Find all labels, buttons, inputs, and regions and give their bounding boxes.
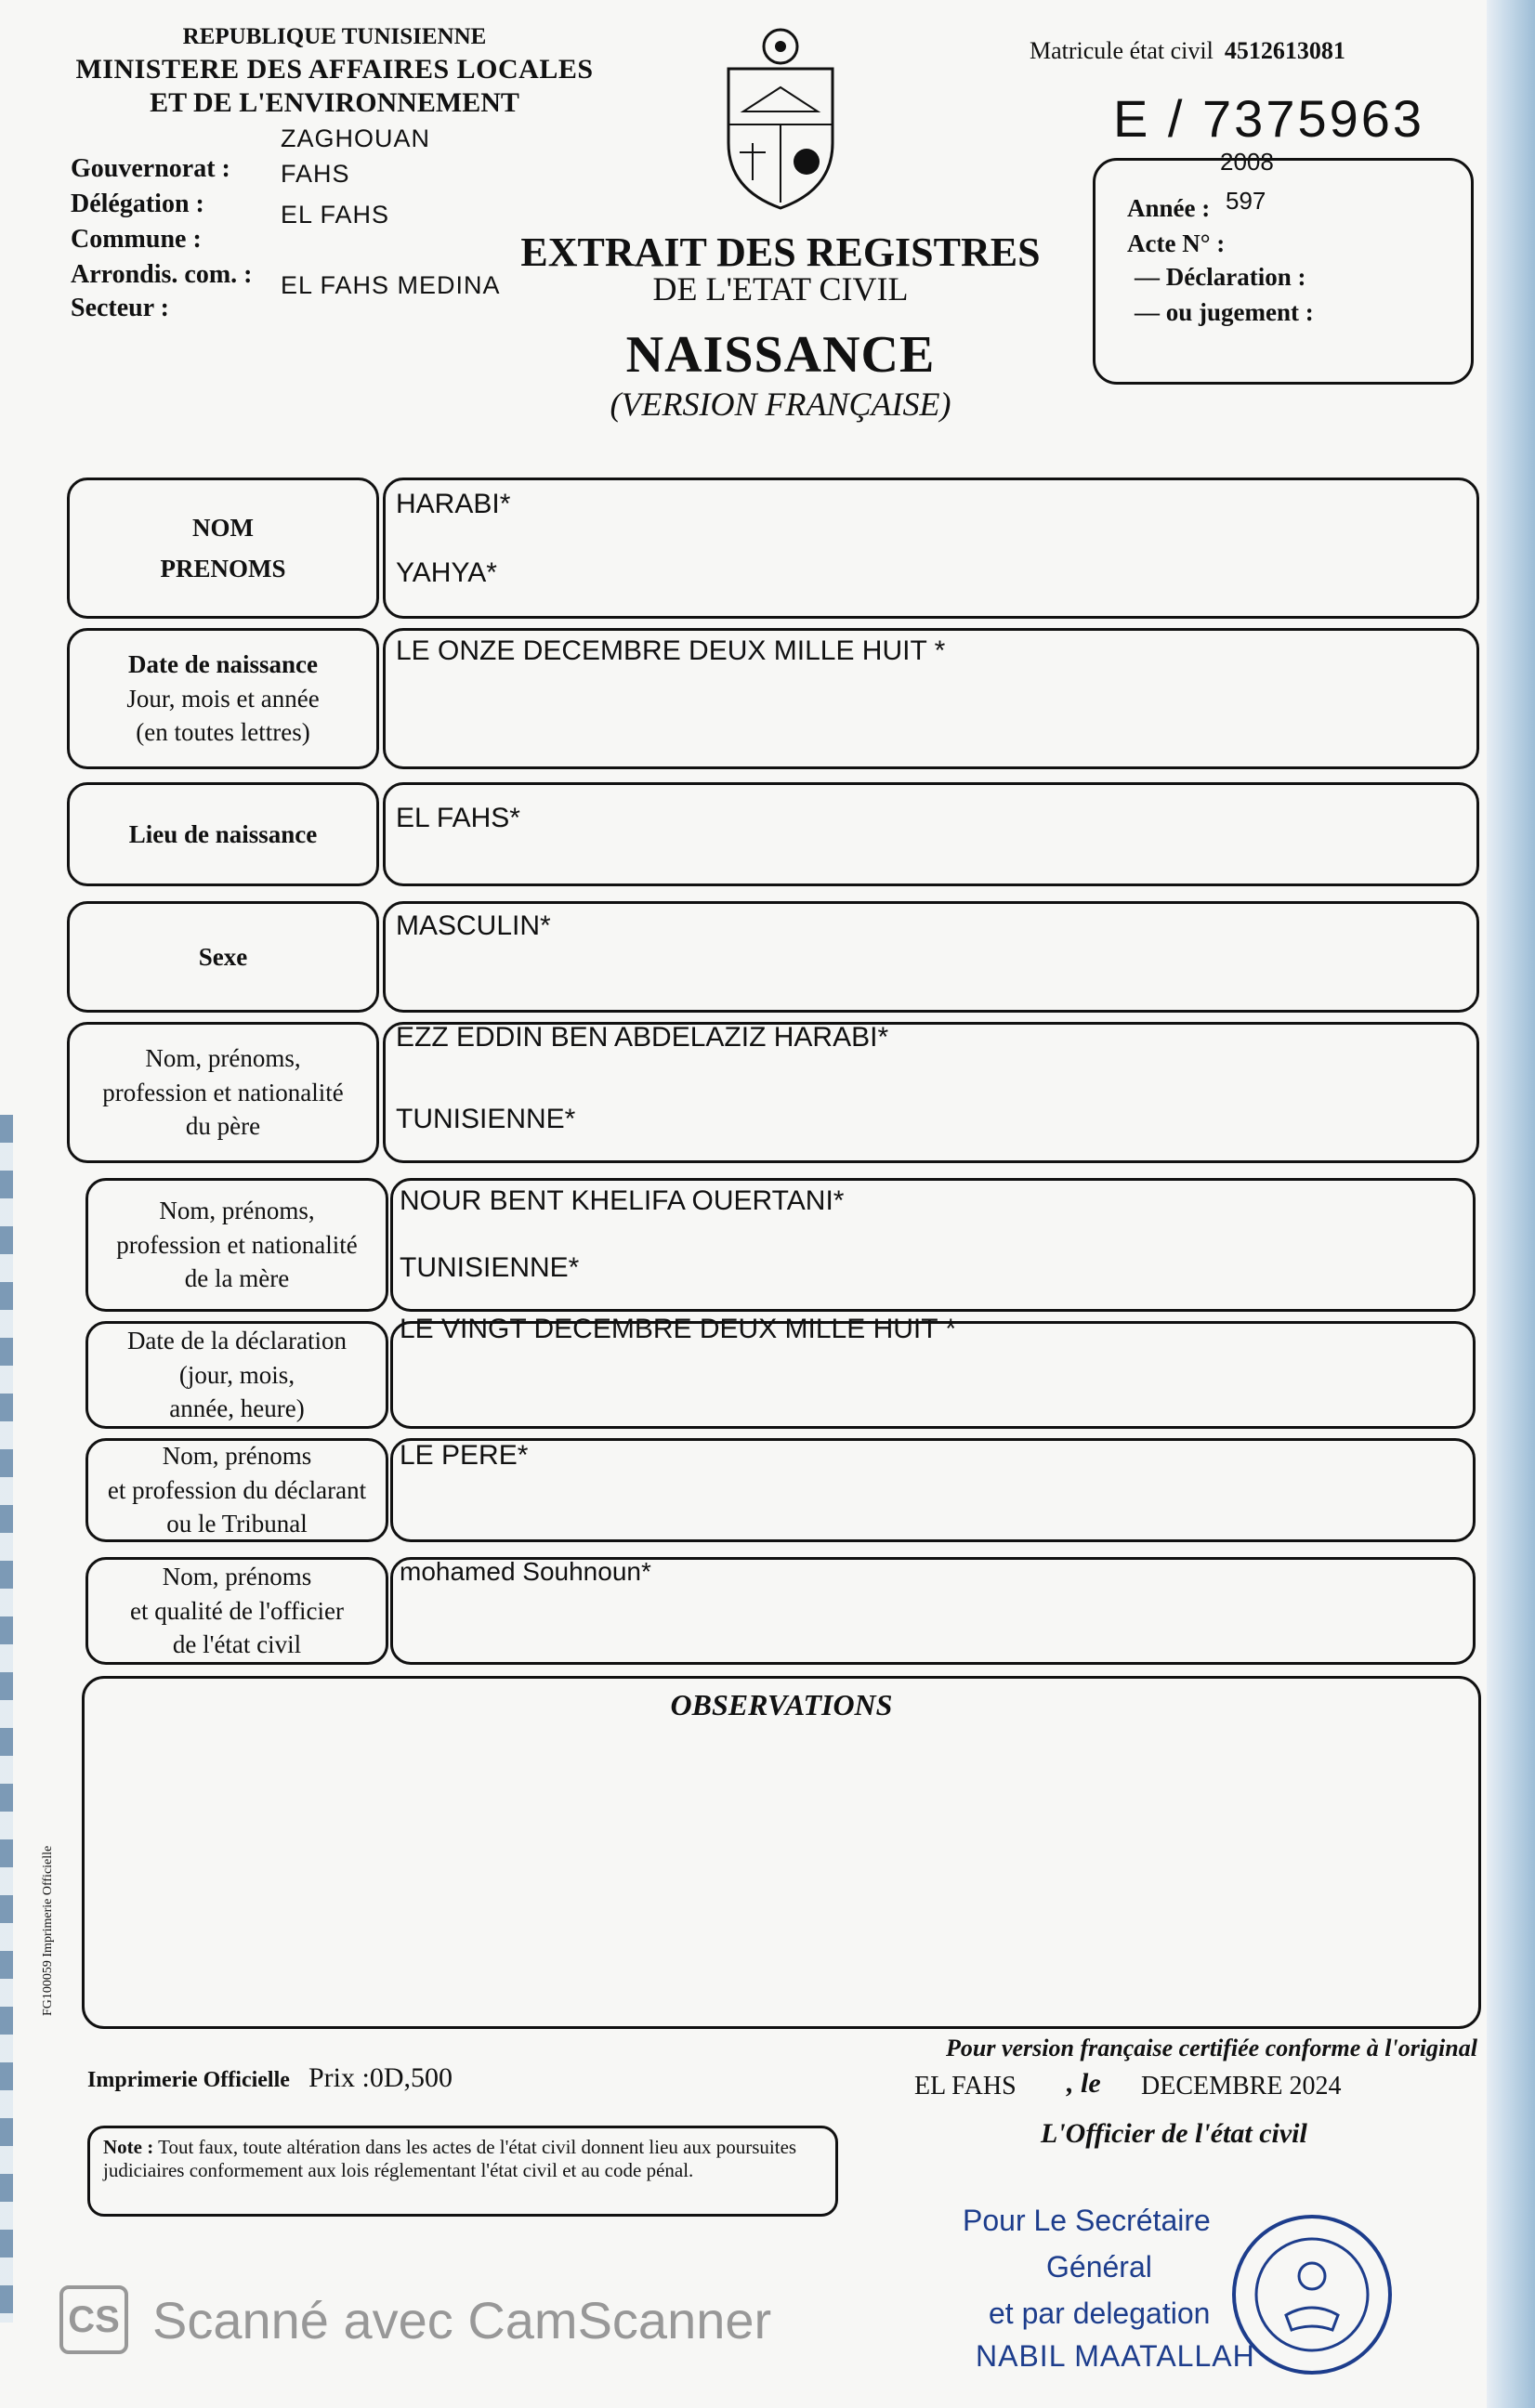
issue-le: , le: [1067, 2068, 1101, 2099]
note-label: Note :: [103, 2136, 154, 2158]
pere-label-3: du père: [185, 1112, 261, 1141]
mere-label-1: Nom, prénoms,: [159, 1197, 315, 1225]
camscanner-text: Scanné avec CamScanner: [152, 2290, 772, 2349]
row-nom-prenoms: [67, 478, 1479, 619]
acte-label: Acte N° :: [1127, 229, 1226, 257]
mere-label-3: de la mère: [184, 1264, 290, 1293]
ministry-line-1: MINISTERE DES AFFAIRES LOCALES: [75, 54, 594, 85]
sexe-label: Sexe: [198, 942, 248, 971]
stamp-line-3: et par delegation: [989, 2297, 1211, 2330]
note-text: Tout faux, toute altération dans les actes de l'état civil donnent lieu aux poursuites judiciaires conformement aux lois réglementant l'état civil et au code pénal.: [103, 2136, 797, 2182]
row-date-declaration: [85, 1314, 1476, 1429]
row-pere: [67, 1022, 1479, 1163]
document-title-version: (VERSION FRANÇAISE): [610, 386, 951, 423]
declaration-label: — Déclaration :: [1135, 263, 1306, 291]
annee-label: Année :: [1127, 194, 1211, 222]
certification-text: Pour version française certifiée conforme à l'original: [946, 2035, 1477, 2061]
matricule-value: 4512613081: [1224, 37, 1345, 64]
value-box: [390, 1438, 1476, 1542]
delegation-value: FAHS: [281, 160, 350, 188]
issue-place: EL FAHS: [914, 2072, 1017, 2100]
document-title-naissance: NAISSANCE: [625, 326, 936, 384]
matricule-label: Matricule état civil: [1030, 37, 1214, 64]
pere-label-1: Nom, prénoms,: [145, 1044, 301, 1073]
value-box: [383, 478, 1479, 619]
declarant-label-3: ou le Tribunal: [166, 1510, 308, 1538]
mere-nationality-value: TUNISIENNE*: [400, 1252, 580, 1283]
lieu-label: Lieu de naissance: [128, 819, 318, 848]
declarant-value: LE PERE*: [400, 1440, 529, 1471]
commune-value: EL FAHS: [281, 201, 390, 229]
date-naissance-sublabel-2: (en toutes lettres): [136, 718, 310, 747]
officier-value: mohamed Souhnoun*: [400, 1557, 651, 1586]
issue-date: DECEMBRE 2024: [1141, 2072, 1342, 2100]
row-date-naissance: [67, 628, 1479, 769]
stamp-line-1: Pour Le Secrétaire: [963, 2204, 1211, 2237]
label-box: [85, 1557, 388, 1665]
declarant-label-1: Nom, prénoms: [162, 1442, 312, 1471]
prenoms-value: YAHYA*: [396, 557, 497, 588]
label-box: [85, 1178, 388, 1312]
gouvernorat-value: ZAGHOUAN: [281, 124, 431, 152]
legal-note: [87, 2126, 838, 2217]
ministry-header: [74, 24, 595, 119]
nom-label: NOM: [192, 513, 254, 542]
year-value: 2008: [1220, 148, 1274, 176]
label-box: [67, 478, 379, 619]
arrondis-value: EL FAHS MEDINA: [281, 271, 501, 299]
label-box: [67, 901, 379, 1013]
imprimerie-label: Imprimerie Officielle: [87, 2068, 290, 2092]
row-sexe: [67, 901, 1479, 1013]
row-declarant: [85, 1438, 1476, 1542]
delegation-label: Délégation :: [71, 190, 204, 218]
document-title-line-2: DE L'ETAT CIVIL: [652, 270, 909, 308]
mere-label-2: profession et nationalité: [116, 1230, 358, 1259]
sexe-value: MASCULIN*: [396, 910, 551, 941]
lieu-value: EL FAHS*: [396, 803, 520, 833]
declarant-label-2: et profession du déclarant: [107, 1475, 367, 1504]
row-mere: [85, 1178, 1476, 1312]
camscanner-logo-icon: CS: [59, 2285, 128, 2354]
camscanner-watermark: [59, 2285, 771, 2354]
ministry-line-2: ET DE L'ENVIRONNEMENT: [150, 87, 519, 118]
pere-name-value: EZZ EDDIN BEN ABDELAZIZ HARABI*: [396, 1022, 889, 1053]
officier-label-3: de l'état civil: [172, 1630, 302, 1659]
declaration-date-value: LE VINGT DECEMBRE DEUX MILLE HUIT *: [400, 1314, 957, 1344]
register-box: [1093, 148, 1474, 385]
row-officier: [85, 1557, 1476, 1665]
gouvernorat-label: Gouvernorat :: [71, 154, 230, 183]
printer-code: FG100059 Imprimerie Officielle: [41, 1845, 55, 2016]
arrondis-label: Arrondis. com. :: [71, 260, 253, 289]
matricule: [1030, 37, 1345, 65]
stamp-line-4: NABIL MAATALLAH: [976, 2339, 1255, 2373]
declaration-date-label-3: année, heure): [169, 1394, 305, 1423]
coat-of-arms-icon: [715, 22, 846, 217]
commune-label: Commune :: [71, 225, 202, 254]
official-seal-icon: [1228, 2211, 1396, 2378]
date-naissance-value: LE ONZE DECEMBRE DEUX MILLE HUIT *: [396, 635, 946, 666]
label-box: [85, 1321, 388, 1429]
label-box: [85, 1438, 388, 1542]
serial-number: E / 7375963: [1113, 89, 1425, 148]
label-box: [67, 1022, 379, 1163]
pere-label-2: profession et nationalité: [102, 1078, 344, 1106]
secteur-label: Secteur :: [71, 294, 169, 322]
price: Prix :0D,500: [308, 2062, 453, 2093]
republic-title: REPUBLIQUE TUNISIENNE: [182, 24, 487, 49]
acte-value: 597: [1226, 187, 1266, 215]
jugement-label: — ou jugement :: [1135, 298, 1314, 326]
document-title-line-1: EXTRAIT DES REGISTRES: [520, 229, 1041, 275]
officer-title: L'Officier de l'état civil: [1041, 2118, 1307, 2149]
prenoms-label: PRENOMS: [160, 555, 286, 582]
date-naissance-sublabel: Jour, mois et année: [126, 684, 320, 713]
date-naissance-label: Date de naissance: [128, 650, 318, 679]
label-box: [67, 782, 379, 886]
observations-title: OBSERVATIONS: [670, 1688, 893, 1721]
row-lieu-naissance: [67, 782, 1479, 886]
paper-edge-decoration: [1487, 0, 1535, 2408]
label-box: [67, 628, 379, 769]
value-box: [383, 782, 1479, 886]
declaration-date-label-1: Date de la déclaration: [126, 1327, 348, 1355]
officier-label-1: Nom, prénoms: [162, 1563, 312, 1591]
nom-value: HARABI*: [396, 489, 511, 519]
mere-name-value: NOUR BENT KHELIFA OUERTANI*: [400, 1185, 845, 1216]
stamp-line-2: Général: [1046, 2250, 1152, 2284]
observations-box: [82, 1676, 1481, 2029]
declaration-date-label-2: (jour, mois,: [178, 1360, 295, 1389]
left-edge-decoration: [0, 1115, 13, 2323]
officier-label-2: et qualité de l'officier: [129, 1596, 344, 1625]
pere-nationality-value: TUNISIENNE*: [396, 1104, 576, 1134]
